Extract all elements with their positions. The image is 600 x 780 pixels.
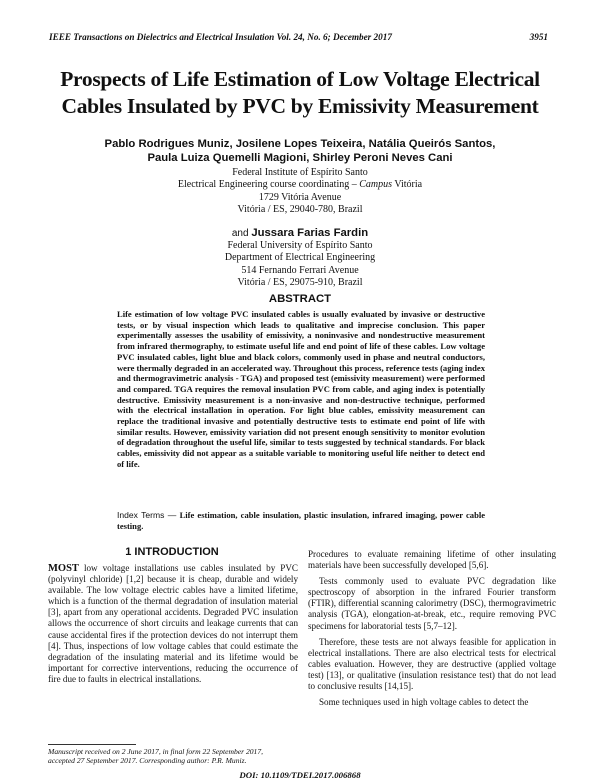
- page-number: 3951: [529, 32, 548, 42]
- author-line-2: Paula Luiza Quemelli Magioni, Shirley Peroni Neves Cani: [147, 152, 453, 164]
- footnote-line-1: Manuscript received on 2 June 2017, in final form 22 September 2017,: [48, 747, 264, 756]
- intro-paragraph-1: [48, 563, 298, 685]
- index-terms-text: Life estimation, cable insulation, plastic insulation, infrared imaging, power cable testing.: [117, 510, 486, 531]
- footnote: [48, 747, 298, 765]
- intro-paragraph-4: Therefore, these tests are not always feasible for application in electrical installations. There are also electrical tests for electrical cables evaluation. However, they are destructive (applied voltage test) [13], or qualitative (insulation resistance test) that do not lead to conclusive results [14,15].: [308, 636, 556, 692]
- abstract-text: Life estimation of low voltage PVC insulated cables is usually evaluated by invasive or destructive tests, or by visual inspection which leads to qualitative and imprecise conclusion. This paper experimentally assesses the usability of emissivity, a noninvasive and nondestructive measurement from infrared thermography, to estimate useful life and end point of life of these cables. Low voltage PVC insulated cables, light blue and black colors, commonly used in phase and neutral conductors, were thermally degraded in an accelerated way. Throughout this process, reference tests (aging index and thermogravimetric analysis - TGA) and proposed test (emissivity measurement) were performed and compared. TGA requires the removal insulation PVC from cable, and aging index is potentially destructive. Emissivity measurement is a non-invasive and non-destructive technique, performed with the electrical installation in operation. For light blue cables, emissivity measurement can replace the traditional invasive and potentially destructive tests to estimate end point of life with similar results. However, emissivity variation did not present enough sensitivity to monitor evolution of degradation throughout the useful life, similar to tests suggested by technical standards. For black cables, emissivity did not appear as a suitable variable to monitoring useful life neither to detect end of life.: [117, 309, 485, 469]
- dropcap-word: MOST: [48, 563, 79, 574]
- abstract-heading: ABSTRACT: [268, 293, 332, 305]
- affiliation-1-city: Vitória: [392, 179, 423, 191]
- column-right: [308, 549, 556, 713]
- affiliation-1-institution: Federal Institute of Espírito Santo: [232, 167, 368, 178]
- second-author-name: Jussara Farias Fardin: [251, 227, 369, 239]
- index-terms-label: Index Terms: [117, 510, 165, 520]
- intro-paragraph-1-text: low voltage installations use cables insulated by PVC (polyvinyl chloride) [1,2] because it is cheap, durable and widely available. The low voltage electric cables have a limited lifetime, which is a function of the thermal degradation of insulation material [3], apart from any operational accidents. Degraded PVC insulation allows the occurrence of short circuits and leakage currents that can cause accidental fires if the protection devices do not interrupt them [4]. Thus, inspections of low voltage cables that could estimate the degradation of the insulating material and its lifetime would be important for corrective interventions, reducing the occurrence of fire due to faults in electrical installations.: [48, 563, 298, 684]
- affiliation-1-department: [40, 179, 560, 191]
- affiliation-1-dept-text: Electrical Engineering course coordinating –: [177, 179, 360, 191]
- second-author-line: [40, 227, 560, 239]
- footnote-line-2: accepted 27 September 2017. Corresponding author: P.R. Muniz.: [48, 756, 247, 765]
- doi: DOI: 10.1109/TDEI.2017.006868: [239, 770, 361, 780]
- and-prefix: and: [231, 228, 249, 239]
- running-header-journal: IEEE Transactions on Dielectrics and Electrical Insulation Vol. 24, No. 6; December 2017: [49, 32, 392, 42]
- author-line-1: Pablo Rodrigues Muniz, Josilene Lopes Teixeira, Natália Queirós Santos,: [104, 138, 496, 150]
- affiliation-2-street: 514 Fernando Ferrari Avenue: [241, 264, 359, 276]
- index-terms-separator: —: [164, 510, 180, 520]
- intro-paragraph-5: Some techniques used in high voltage cables to detect the: [319, 697, 529, 708]
- footnote-divider: [48, 744, 136, 745]
- section-heading-introduction: 1 INTRODUCTION: [125, 546, 219, 558]
- affiliation-1: [40, 167, 560, 217]
- intro-paragraph-2: Procedures to evaluate remaining lifetime of other insulating materials have been successfully developed [5,6].: [308, 549, 556, 571]
- affiliation-1-postal: Vitória / ES, 29040-780, Brazil: [237, 204, 363, 216]
- intro-paragraph-3: Tests commonly used to evaluate PVC degradation like spectroscopy of absorption in the infrared Fourier transform (FTIR), differential scanning calorimetry (DSC), thermogravimetric analysis (TGA), elongation-at-break, etc., require removing PVC specimens for laboratorial tests [5,7–12].: [308, 576, 556, 631]
- affiliation-1-campus: Campus: [359, 179, 393, 191]
- index-terms: [117, 510, 485, 531]
- affiliation-2-department: Department of Electrical Engineering: [224, 252, 376, 264]
- affiliation-2-institution: Federal University of Espírito Santo: [227, 240, 373, 251]
- paper-title: [30, 66, 570, 120]
- title-line-1: Prospects of Life Estimation of Low Voltage Electrical: [60, 67, 540, 91]
- affiliation-1-street: 1729 Vitória Avenue: [258, 191, 342, 203]
- author-list: [40, 137, 560, 165]
- affiliation-2-postal: Vitória / ES, 29075-910, Brazil: [237, 277, 363, 289]
- affiliation-2: [40, 240, 560, 290]
- title-line-2: Cables Insulated by PVC by Emissivity Measurement: [61, 94, 539, 118]
- column-left: [48, 563, 298, 690]
